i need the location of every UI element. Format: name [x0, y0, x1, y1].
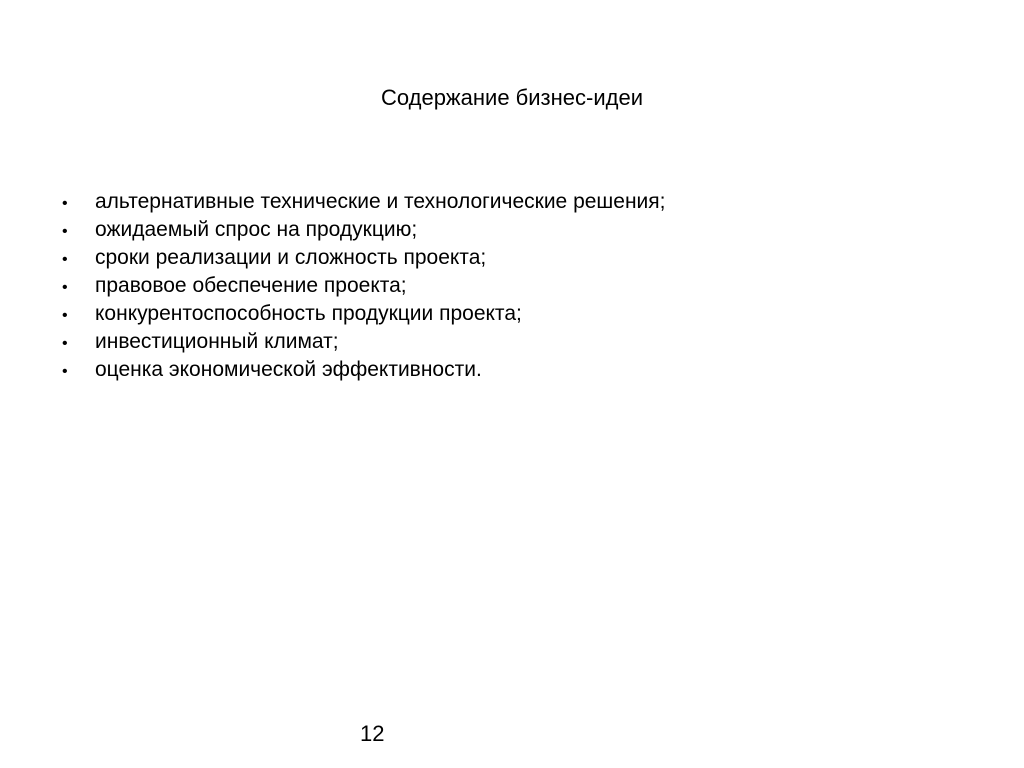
bullet-item: [62, 244, 666, 272]
bullet-text: инвестиционный климат;: [95, 330, 339, 353]
bullet-item: [62, 356, 666, 384]
bullet-item: [62, 300, 666, 328]
bullet-text: ожидаемый спрос на продукцию;: [95, 218, 418, 241]
bullet-item: [62, 272, 666, 300]
bullet-text: конкурентоспособность продукции проекта;: [95, 302, 522, 325]
bullet-icon: •: [62, 335, 68, 352]
bullet-icon: •: [62, 223, 68, 240]
page-number: 12: [360, 721, 385, 746]
bullet-item: [62, 188, 666, 216]
slide-title: Содержание бизнес-идеи: [380, 85, 644, 110]
bullet-item: [62, 216, 666, 244]
bullet-icon: •: [62, 279, 68, 296]
bullet-text: оценка экономической эффективности.: [95, 358, 482, 381]
bullet-text: сроки реализации и сложность проекта;: [95, 246, 487, 269]
bullet-text: альтернативные технические и технологические решения;: [95, 190, 666, 213]
bullet-icon: •: [62, 307, 68, 324]
bullet-text: правовое обеспечение проекта;: [95, 274, 407, 297]
bullet-list: [62, 188, 666, 384]
bullet-item: [62, 328, 666, 356]
bullet-icon: •: [62, 195, 68, 212]
bullet-icon: •: [62, 251, 68, 268]
bullet-icon: •: [62, 363, 68, 380]
